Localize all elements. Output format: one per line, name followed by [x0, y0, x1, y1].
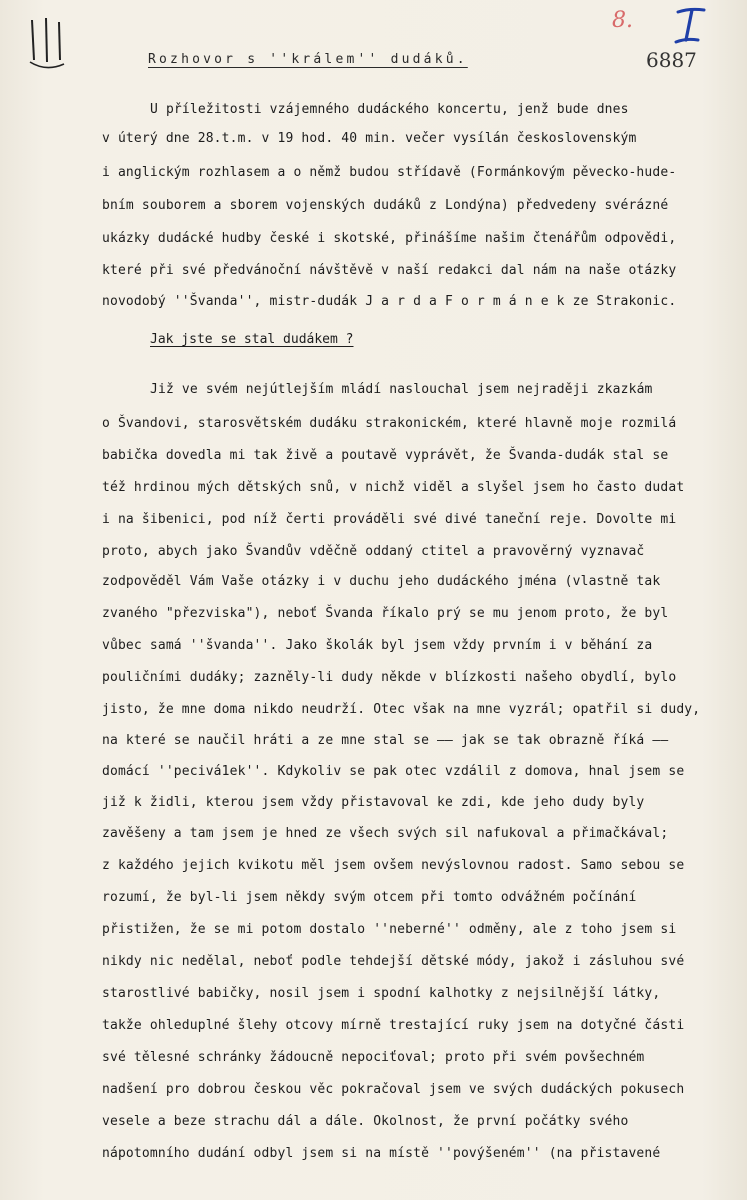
answer-line: zvaného "přezviska"), neboť Švanda říkalo prý se mu jenom proto, že byl [102, 606, 669, 621]
answer-line: vůbec samá ''švanda''. Jako školák byl jsem vždy prvním i v běhání za [102, 638, 653, 653]
answer-line: takže ohleduplné šlehy otcovy mírně trestající ruky jsem na dotyčné části [102, 1018, 685, 1033]
answer-line: nikdy nic nedělal, neboť podle tehdejší dětské módy, jakož i zásluhou své [102, 954, 685, 969]
answer-line: starostlivé babičky, nosil jsem i spodní kalhotky z nejsilnější látky, [102, 986, 661, 1001]
answer-line: jisto, že mne doma nikdo neudrží. Otec však na mne vyzrál; opatřil si dudy, [102, 702, 701, 717]
answer-line: na které se naučil hráti a ze mne stal se —— jak se tak obrazně říká —— [102, 733, 669, 748]
article-title: Rozhovor s ''králem'' dudáků. [148, 52, 468, 67]
answer-line: rozumí, že byl-li jsem někdy svým otcem při tomto odvážném počínání [102, 890, 637, 905]
answer-line: již k židli, kterou jsem vždy přistavoval ke zdi, kde jeho dudy byly [102, 795, 645, 810]
intro-line: U příležitosti vzájemného dudáckého koncertu, jenž bude dnes [150, 102, 629, 117]
intro-line: které při své předvánoční návštěvě v naší redakci dal nám na naše otázky [102, 263, 677, 278]
answer-line: své tělesné schránky žádoucně nepociťoval; proto při svém povšechném [102, 1050, 645, 1065]
answer-line: též hrdinou mých dětských snů, v nichž viděl a slyšel jsem ho často dudat [102, 480, 685, 495]
pencil-folio-number: 8. [612, 8, 633, 33]
answer-line: babička dovedla mi tak živě a poutavě vyprávět, že Švanda-dudák stal se [102, 448, 669, 463]
answer-line: Již ve svém nejútlejším mládí naslouchal jsem nejraději zkazkám [150, 382, 653, 397]
document-number: 6887 [646, 48, 697, 72]
answer-line: zavěšeny a tam jsem je hned ze všech svých sil nafukoval a přimačkával; [102, 826, 669, 841]
intro-line: novodobý ''Švanda'', mistr-dudák J a r d a F o r m á n e k ze Strakonic. [102, 294, 677, 309]
margin-pencil-marks [26, 16, 86, 76]
answer-line: pouličními dudáky; zazněly-li dudy někde v blízkosti našeho obydlí, bylo [102, 670, 677, 685]
answer-line: i na šibenici, pod níž čerti prováděli své divé taneční reje. Dovolte mi [102, 512, 677, 527]
interview-question: Jak jste se stal dudákem ? [150, 332, 354, 347]
intro-line: ukázky dudácké hudby české i skotské, přinášíme našim čtenářům odpovědi, [102, 231, 677, 246]
blue-ink-roman-numeral [670, 4, 710, 48]
intro-line: bním souborem a sborem vojenských dudáků z Londýna) předvedeny svérázné [102, 198, 669, 213]
answer-line: nápotomního dudání odbyl jsem si na místě ''povýšeném'' (na přistavené [102, 1146, 661, 1161]
answer-line: přistižen, že se mi potom dostalo ''neberné'' odměny, ale z toho jsem si [102, 922, 677, 937]
answer-line: vesele a beze strachu dál a dále. Okolnost, že první počátky svého [102, 1114, 629, 1129]
answer-line: o Švandovi, starosvětském dudáku strakonickém, které hlavně moje rozmilá [102, 416, 677, 431]
answer-line: nadšení pro dobrou českou věc pokračoval jsem ve svých dudáckých pokusech [102, 1082, 685, 1097]
answer-line: zodpověděl Vám Vaše otázky i v duchu jeho dudáckého jména (vlastně tak [102, 574, 661, 589]
answer-line: proto, abych jako Švandův vděčně oddaný ctitel a pravověrný vyznavač [102, 544, 645, 559]
answer-line: domácí ''pecivá1ek''. Kdykoliv se pak otec vzdálil z domova, hnal jsem se [102, 764, 685, 779]
intro-line: i anglickým rozhlasem a o němž budou střídavě (Formánkovým pěvecko-hude- [102, 165, 677, 180]
answer-line: z každého jejich kvikotu měl jsem ovšem nevýslovnou radost. Samo sebou se [102, 858, 685, 873]
intro-line: v úterý dne 28.t.m. v 19 hod. 40 min. večer vysílán československým [102, 131, 637, 146]
